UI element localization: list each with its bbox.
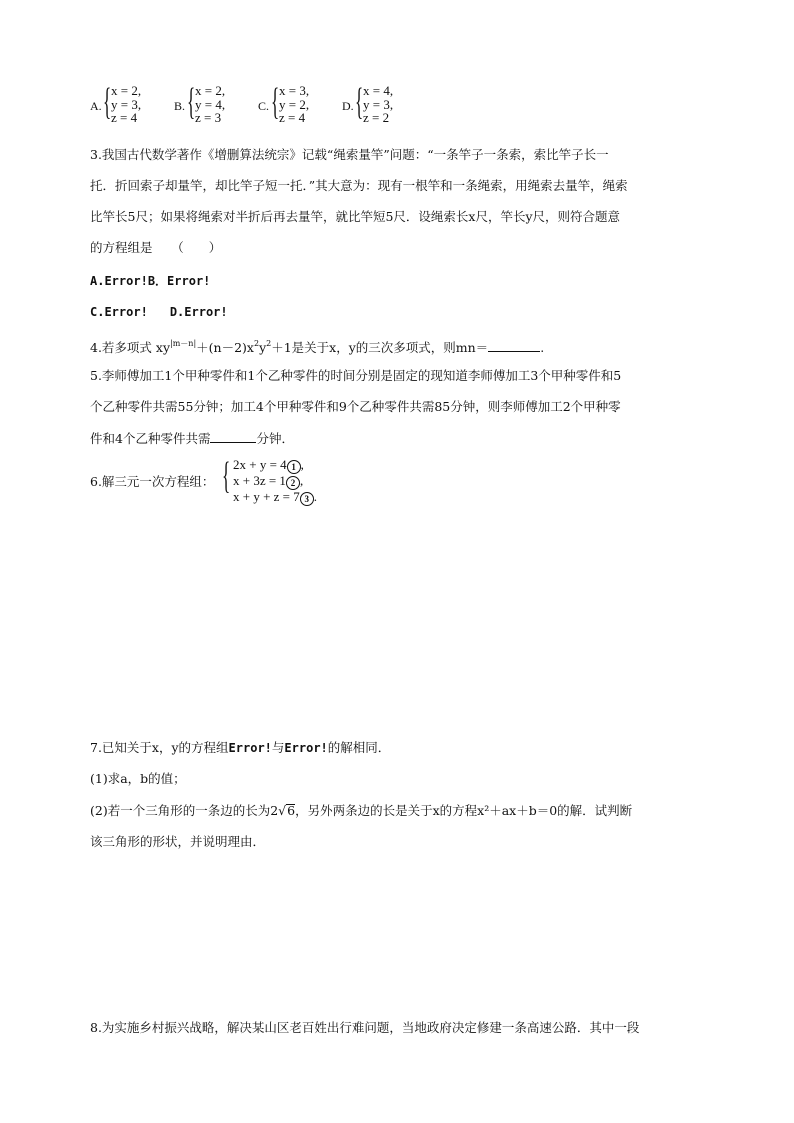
q5-line-1: 5.李师傅加工1个甲种零件和1个乙种零件的时间分别是固定的现知道李师傅加工3个甲种零件和5 <box>90 368 622 383</box>
option-label: B. <box>174 99 186 113</box>
brace-icon: { <box>271 81 280 123</box>
q7-line-1: 7.已知关于x，y的方程组Error!与Error!的解相同． <box>90 740 391 755</box>
q3-line-1: 3.我国古代数学著作《增删算法统宗》记载“绳索量竿”问题：“一条竿子一条索，索比竿子长一 <box>90 147 609 162</box>
q2-option-c[interactable] <box>258 81 328 126</box>
option-label: D. <box>342 99 354 113</box>
equation: y = 3, <box>363 96 394 112</box>
circled-number-icon: 1 <box>287 460 301 474</box>
q5-line-3: 件和4个乙种零件共需 分钟． <box>90 431 294 446</box>
equation: x = 2, <box>195 83 226 98</box>
q7-part-1: (1)求a，b的值； <box>90 771 186 786</box>
q4-answer-blank[interactable] <box>488 339 540 352</box>
equation: z = 2 <box>363 110 390 125</box>
equation: x + 3z = 1 2 , <box>233 473 304 488</box>
brace-icon: { <box>355 81 364 123</box>
q3-options-row-1 <box>90 273 210 289</box>
equation: z = 4 <box>111 110 138 125</box>
q2-option-a[interactable] <box>90 81 160 126</box>
option-label: A. <box>90 99 102 113</box>
q3-line-4: 的方程组是 （ ） <box>90 240 222 255</box>
equation: y = 4, <box>195 96 226 112</box>
equation: z = 3 <box>195 110 222 125</box>
brace-icon: { <box>222 455 231 497</box>
equation: z = 4 <box>279 110 306 125</box>
q2-option-d[interactable] <box>342 81 412 126</box>
circled-number-icon: 3 <box>300 492 314 506</box>
equation: y = 2, <box>279 96 310 112</box>
q4-text: 4.若多项式 $xy^{|m-n|}+(n-2)x^2y^2+1$是关于x，y的三次多项式，则mn＝ . <box>90 339 545 355</box>
equation: 2x + y = 4 1 , <box>233 457 304 472</box>
q3-option-b[interactable]: B．Error! <box>147 274 211 288</box>
q3-line-3: 比竿长5尺；如果将绳索对半折后再去量竿，就比竿短5尺．设绳索长x尺，竿长y尺，则符合题意 <box>90 209 621 224</box>
q5-answer-blank[interactable] <box>210 430 256 443</box>
equation: x = 3, <box>279 83 310 98</box>
equation: y = 3, <box>111 96 142 112</box>
error-field: Error! <box>228 741 272 755</box>
option-label: C. <box>258 99 270 113</box>
error-field: Error! <box>284 741 328 755</box>
q8-line-1: 8.为实施乡村振兴战略，解决某山区老百姓出行难问题，当地政府决定修建一条高速公路．其中一段 <box>90 1020 640 1035</box>
q3-option-a[interactable]: A.Error! <box>90 274 148 288</box>
q3-options-row-2 <box>90 304 228 320</box>
q2-option-b[interactable] <box>174 81 244 126</box>
equation: x = 2, <box>111 83 142 98</box>
q3-option-d[interactable]: D.Error! <box>169 305 228 319</box>
sqrt-icon: √ <box>278 803 287 818</box>
circled-number-icon: 2 <box>286 476 300 490</box>
equation: x + y + z = 7 3 . <box>233 489 318 504</box>
q5-line-2: 个乙种零件共需55分钟；加工4个甲种零件和9个乙种零件共需85分钟，则李师傅加工2个甲种零 <box>90 399 621 414</box>
brace-icon: { <box>187 81 196 123</box>
q3-line-2: 托．折回索子却量竿，却比竿子短一托．”其大意为：现有一根竿和一条绳索，用绳索去量竿，绳索 <box>90 178 628 193</box>
brace-icon: { <box>103 81 112 123</box>
q7-part-2: (2)若一个三角形的一条边的长为2√6，另外两条边的长是关于x的方程x²＋ax＋b＝0的解．试判断 <box>90 803 633 818</box>
q6-system <box>222 455 352 504</box>
q3-option-c[interactable]: C.Error! <box>90 305 148 319</box>
equation: x = 4, <box>363 83 394 98</box>
q7-part-2-line-2: 该三角形的形状，并说明理由． <box>90 834 266 849</box>
q6-prefix: 6.解三元一次方程组： <box>90 474 215 489</box>
